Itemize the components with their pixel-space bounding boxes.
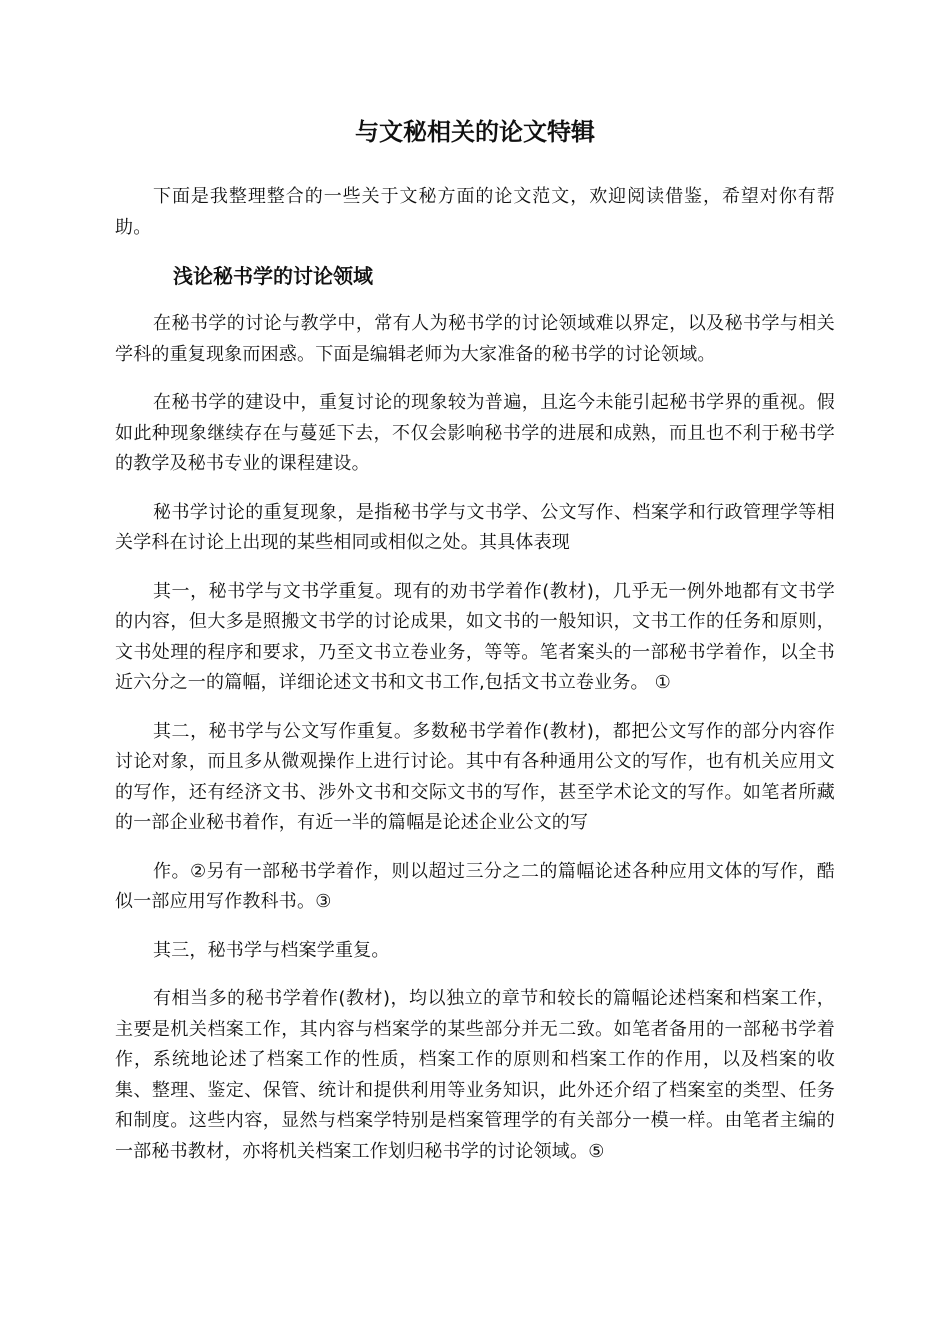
section-heading: 浅论秘书学的讨论领域 — [173, 264, 373, 288]
body-paragraph: 在秘书学的建设中，重复讨论的现象较为普遍，且迄今未能引起秘书学界的重视。假如此种现象继续存在与蔓延下去，不仅会影响秘书学的进展和成熟，而且也不利于秘书学的教学及秘书专业的课程建设。 — [115, 392, 835, 474]
body-paragraph: 有相当多的秘书学着作(教材)，均以独立的章节和较长的篇幅论述档案和档案工作，主要是机关档案工作，其内容与档案学的某些部分并无二致。如笔者备用的一部秘书学着作，系统地论述了档案工作的性质，档案工作的原则和档案工作的作用，以及档案的收集、整理、鉴定、保管、统计和提供利用等业务知识，此外还介绍了档案室的类型、任务和制度。这些内容，显然与档案学特别是档案管理学的有关部分一模一样。由笔者主编的一部秘书教材，亦将机关档案工作划归秘书学的讨论领域。⑤ — [115, 988, 835, 1162]
body-paragraph: 其一，秘书学与文书学重复。现有的劝书学着作(教材)，几乎无一例外地都有文书学的内容，但大多是照搬文书学的讨论成果，如文书的一般知识，文书工作的任务和原则，文书处理的程序和要求，乃至文书立卷业务，等等。笔者案头的一部秘书学着作，以全书近六分之一的篇幅，详细论述文书和文书工作,包括文书立卷业务。 ① — [115, 580, 835, 693]
body-paragraph: 秘书学讨论的重复现象，是指秘书学与文书学、公文写作、档案学和行政管理学等相关学科在讨论上出现的某些相同或相似之处。其具体表现 — [115, 501, 835, 553]
body-paragraph: 在秘书学的讨论与教学中，常有人为秘书学的讨论领域难以界定，以及秘书学与相关学科的重复现象而困惑。下面是编辑老师为大家准备的秘书学的讨论领域。 — [115, 313, 835, 365]
body-paragraph: 其二，秘书学与公文写作重复。多数秘书学着作(教材)，都把公文写作的部分内容作讨论对象，而且多从微观操作上进行讨论。其中有各种通用公文的写作，也有机关应用文的写作，还有经济文书、涉外文书和交际文书的写作，甚至学术论文的写作。如笔者所藏的一部企业秘书着作，有近一半的篇幅是论述企业公文的写 — [115, 720, 835, 833]
document-title: 与文秘相关的论文特辑 — [355, 118, 595, 146]
document-body — [115, 182, 835, 1167]
body-paragraph: 其三，秘书学与档案学重复。 — [153, 939, 390, 961]
body-paragraph: 作。②另有一部秘书学着作，则以超过三分之二的篇幅论述各种应用文体的写作，酷似一部应用写作教科书。③ — [115, 860, 835, 912]
intro-paragraph: 下面是我整理整合的一些关于文秘方面的论文范文，欢迎阅读借鉴，希望对你有帮助。 — [115, 186, 835, 238]
